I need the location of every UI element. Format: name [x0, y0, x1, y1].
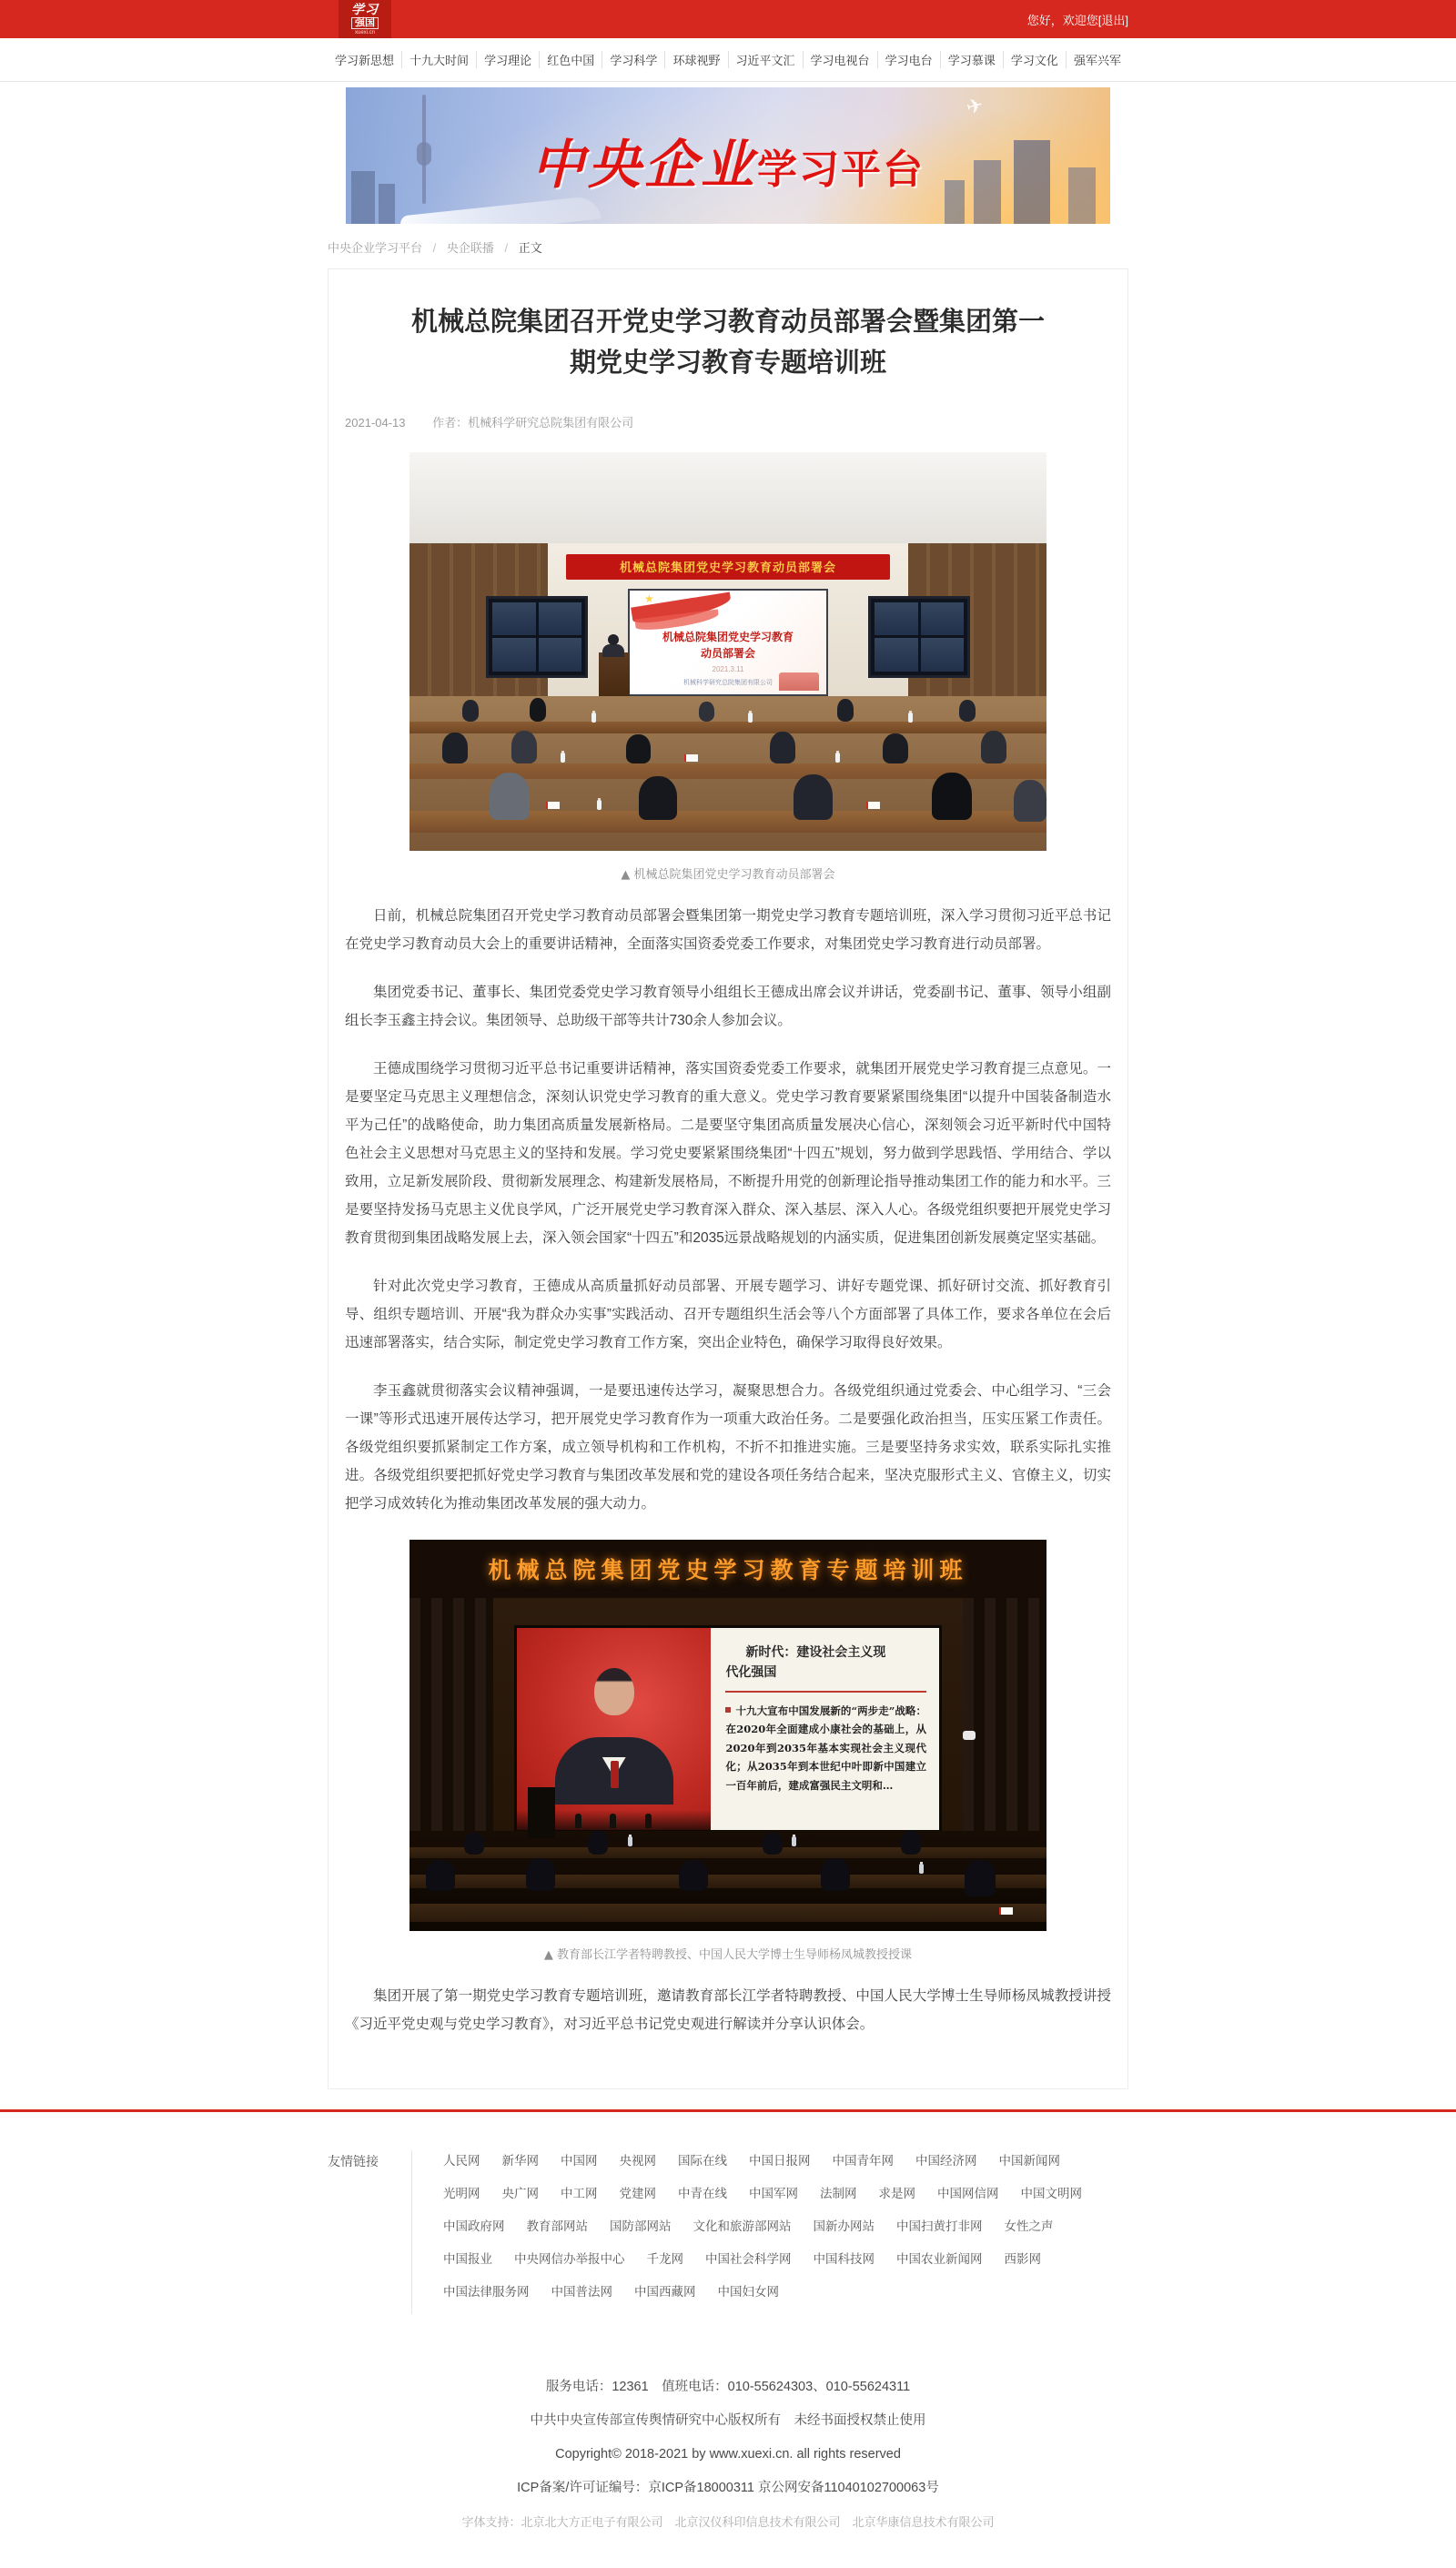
photo2-projection-screen [514, 1625, 942, 1833]
photo-mic-graphic [645, 1814, 652, 1828]
nav-link[interactable]: 红色中国 [540, 51, 602, 68]
nav-link[interactable]: 学习电台 [878, 51, 941, 68]
nav-link[interactable]: 学习理论 [477, 51, 540, 68]
friend-link[interactable]: 中国经济网 [915, 2153, 977, 2168]
breadcrumb-current: 正文 [518, 241, 542, 255]
photo-person-silhouette [965, 1860, 996, 1896]
friend-link[interactable]: 中国普法网 [551, 2284, 612, 2299]
friend-link[interactable]: 中工网 [561, 2186, 598, 2200]
photo-speaker-graphic [611, 1761, 619, 1788]
water-bottle-graphic [597, 800, 602, 810]
logo-block-text: 强国 [351, 17, 379, 29]
photo2-led-banner-text: 机械总院集团党史学习教育专题培训班 [410, 1540, 1046, 1598]
photo-person-silhouette [883, 733, 908, 763]
photo-person-silhouette [763, 1833, 783, 1855]
platform-banner [346, 87, 1110, 224]
friend-link[interactable]: 国防部网站 [610, 2219, 672, 2233]
friend-links-section [328, 2150, 1128, 2314]
photo-mic-graphic [610, 1814, 616, 1828]
water-bottle-graphic [561, 753, 565, 763]
photo-podium-graphic [599, 652, 630, 702]
friend-links-row [443, 2216, 1128, 2235]
water-bottle-graphic [908, 713, 913, 723]
nav-link[interactable]: 学习新思想 [328, 51, 402, 68]
photo-person-silhouette [511, 731, 537, 763]
star-icon: ★ [644, 591, 654, 605]
friend-link[interactable]: 党建网 [619, 2186, 656, 2200]
friend-link[interactable]: 央广网 [501, 2186, 539, 2200]
photo-camera-graphic [963, 1731, 976, 1740]
photo1-slide-line1: 机械总院集团党史学习教育 [662, 630, 794, 643]
photo1-slide-date: 2021.3.11 [712, 664, 744, 673]
nav-link[interactable]: 环球视野 [665, 51, 728, 68]
photo-person-silhouette [901, 1831, 921, 1855]
photo-person-silhouette [794, 774, 833, 820]
friend-link[interactable]: 新华网 [501, 2153, 539, 2168]
site-footer [0, 2371, 1456, 2568]
friend-link[interactable]: 国际在线 [678, 2153, 727, 2168]
photo1-slide-line2: 动员部署会 [700, 646, 755, 660]
friend-links-row [443, 2150, 1128, 2169]
article-meta [345, 413, 1111, 430]
article-paragraph: 王德成围绕学习贯彻习近平总书记重要讲话精神，落实国资委党委工作要求，就集团开展党史学习教育提三点意见。一是要坚定马克思主义理想信念，深刻认识党史学习教育的重大意义。党史学习教育要紧紧围绕集团“以提升中国装备制造水平为己任”的战略使命，助力集团高质量发展新格局。二是要坚守集团高质量发展决心信心，深刻领会习近平新时代中国特色社会主义思想对马克思主义的坚持和发展。学习党史要紧紧围绕集团“十四五”规划，努力做到学思践悟、学用结合、学以致用，立足新发展阶段、贯彻新发展理念、构建新发展格局，不断提升用党的创新理论指导推动集团工作的能力和水平。三是要坚持发扬马克思主义优良学风，广泛开展党史学习教育深入群众、深入基层、深入人心。各级党组织要把开展党史学习教育贯彻到集团战略发展上去，深入领会国家“十四五”和2035远景战略规划的内涵实质，促进集团创新发展奠定坚实基础。 [345, 1060, 1111, 1246]
article-paragraph: 集团党委书记、董事长、集团党委党史学习教育领导小组组长王德成出席会议并讲话，党委副书记、董事、领导小组副组长李玉鑫主持会议。集团领导、总助级干部等共计730余人参加会议。 [345, 984, 1111, 1028]
water-bottle-graphic [628, 1836, 632, 1846]
nav-link[interactable]: 学习科学 [602, 51, 665, 68]
photo-person-silhouette [530, 698, 546, 722]
banner-title [346, 122, 1110, 198]
photo-person-silhouette [490, 773, 530, 820]
photo1-projection-screen [628, 589, 828, 696]
photo-person-silhouette [837, 699, 854, 722]
article-author: 作者：机械科学研究总院集团有限公司 [432, 415, 634, 430]
photo-person-silhouette [442, 733, 468, 763]
footer-line: ICP备案/许可证编号：京ICP备18000311 京公网安备11040102700063号 [517, 2480, 939, 2495]
article-paragraph: 针对此次党史学习教育，王德成从高质量抓好动员部署、开展专题学习、讲好专题党课、抓好研讨交流、抓好教育引导、组织专题培训、开展“我为群众办实事”实践活动、召开专题组织生活会等八个方面部署了具体工作，要求各单位在会后迅速部署落实，结合实际，制定党史学习教育工作方案，突出企业特色，确保学习取得良好效果。 [345, 1278, 1111, 1350]
friend-link[interactable]: 文化和旅游部网站 [693, 2219, 792, 2233]
photo-person-silhouette [1014, 780, 1046, 822]
photo-ceiling-graphic [410, 452, 1046, 554]
photo-speaker-graphic [608, 634, 619, 645]
photo-speaker-graphic [594, 1668, 634, 1715]
photo-person-silhouette [699, 702, 714, 722]
friend-link[interactable]: 中国农业新闻网 [896, 2251, 983, 2266]
photo2-slide-title-line2: 代化强国 [725, 1665, 777, 1681]
article-paragraph: 日前，机械总院集团召开党史学习教育动员部署会暨集团第一期党史学习教育专题培训班，深入学习贯彻习近平总书记在党史学习教育动员大会上的重要讲话精神，全面落实国资委党委工作要求，对集团党史学习教育进行动员部署。 [345, 907, 1111, 952]
friend-links-row [443, 2249, 1128, 2268]
friend-link[interactable]: 求是网 [878, 2186, 915, 2200]
photo2-slide-body [725, 1702, 926, 1795]
banner-train-graphic [399, 196, 602, 224]
friend-link[interactable]: 中青在线 [678, 2186, 727, 2200]
photo-lectern-graphic [528, 1787, 555, 1838]
photo2-slide-title [725, 1643, 926, 1683]
nav-link[interactable]: 学习文化 [1004, 51, 1067, 68]
photo-desk-row [410, 1875, 1046, 1888]
main-nav [0, 38, 1456, 82]
font-support-line: 字体支持：北京北大方正电子有限公司 北京汉仪科印信息技术有限公司 北京华康信息技术有限公司 [461, 2514, 995, 2529]
plane-icon: ✈ [963, 93, 986, 119]
article-date: 2021-04-13 [345, 415, 406, 430]
friend-links-row [443, 2281, 1128, 2300]
photo-person-silhouette [770, 732, 795, 763]
friend-link[interactable]: 央视网 [619, 2153, 656, 2168]
friend-link[interactable]: 西影网 [1004, 2251, 1041, 2266]
friend-link[interactable]: 中国网信网 [937, 2186, 999, 2200]
photo-videoconference-screen [868, 596, 970, 678]
photo-speaker-graphic [602, 644, 624, 657]
friend-link[interactable]: 中国青年网 [832, 2153, 894, 2168]
photo-person-silhouette [626, 734, 651, 763]
breadcrumb [328, 238, 1128, 256]
photo1-slide-title [630, 629, 826, 662]
article-title: 机械总院集团召开党史学习教育动员部署会暨集团第一期党史学习教育专题培训班 [410, 308, 1045, 378]
friend-link[interactable]: 中国扫黄打非网 [896, 2219, 983, 2233]
friend-link[interactable]: 中国社会科学网 [705, 2251, 792, 2266]
article-paragraph: 李玉鑫就贯彻落实会议精神强调，一是要迅速传达学习，凝聚思想合力。各级党组织通过党委会、中心组学习、“三会一课”等形式迅速开展传达学习，把开展党史学习教育作为一项重大政治任务。二是要强化政治担当，压实压紧工作责任。各级党组织要抓紧制定工作方案，成立领导机构和工作机构，不折不扣推进实施。三是要坚持务求实效，联系实际扎实推进。各级党组织要把抓好党史学习教育与集团改革发展和党的建设各项任务结合起来，坚决克服形式主义、官僚主义，切实把学习成效转化为推动集团改革发展的强大动力。 [345, 1382, 1111, 1511]
friend-link[interactable]: 中国网 [561, 2153, 598, 2168]
greeting-text: 您好，欢迎您 [1026, 13, 1098, 27]
name-card-graphic [866, 802, 880, 809]
tiananmen-graphic [779, 672, 819, 691]
logo-domain-text: xuexi.cn [354, 29, 375, 35]
photo2-caption: ▲ 教育部长江学者特聘教授、中国人民大学博士生导师杨凤城教授授课 [543, 1947, 913, 1962]
figure-mobilization-meeting [410, 452, 1046, 882]
photo-person-silhouette [932, 773, 972, 820]
friend-link[interactable]: 中国妇女网 [717, 2284, 779, 2299]
photo2-slide-body-text: 十九大宣布中国发展新的“两步走”战略：在2020年全面建成小康社会的基础上，从2020年到2035年基本实现社会主义现代化；从2035年到本世纪中叶即新中国建立一百年前后，建成富强民主文明和… [725, 1704, 926, 1792]
photo-mic-graphic [575, 1814, 581, 1828]
photo-curtain-graphic [410, 1598, 493, 1835]
photo-person-silhouette [526, 1858, 555, 1891]
friend-link[interactable]: 中央网信办举报中心 [514, 2251, 625, 2266]
photo-desk-row [410, 722, 1046, 733]
friend-links-row [443, 2183, 1128, 2202]
nav-link[interactable]: 十九大时间 [402, 51, 477, 68]
footer-line: Copyright© 2018-2021 by www.xuexi.cn. all rights reserved [555, 2446, 901, 2462]
photo-person-silhouette [679, 1860, 708, 1891]
nav-link[interactable]: 习近平文汇 [729, 51, 804, 68]
nav-link[interactable]: 强军兴军 [1073, 54, 1121, 67]
breadcrumb-separator: / [504, 241, 509, 255]
photo-person-silhouette [959, 700, 976, 722]
banner-title-script: 中央企业 [531, 134, 757, 196]
friend-link[interactable]: 中国日报网 [749, 2153, 811, 2168]
water-bottle-graphic [748, 713, 753, 723]
photo1-stage-banner-text: 机械总院集团党史学习教育动员部署会 [566, 554, 890, 580]
breadcrumb-separator: / [432, 241, 437, 255]
name-card-graphic [546, 802, 560, 809]
water-bottle-graphic [792, 1836, 796, 1846]
water-bottle-graphic [919, 1864, 924, 1874]
friend-link[interactable]: 法制网 [820, 2186, 857, 2200]
name-card-graphic [684, 754, 698, 762]
friend-link[interactable]: 千龙网 [646, 2251, 683, 2266]
photo-person-silhouette [981, 731, 1006, 763]
figure-training-class [410, 1540, 1046, 1962]
friend-link[interactable]: 中国法律服务网 [443, 2284, 530, 2299]
friend-link[interactable]: 中国军网 [749, 2186, 798, 2200]
photo-training-room [410, 1540, 1046, 1931]
friend-link[interactable]: 光明网 [443, 2186, 480, 2200]
photo-person-silhouette [462, 700, 479, 722]
breadcrumb-platform[interactable]: 中央企业学习平台 [328, 241, 423, 255]
water-bottle-graphic [835, 753, 840, 763]
slide-rule-graphic [725, 1691, 926, 1693]
photo-person-silhouette [821, 1858, 850, 1891]
article-paragraph: 集团开展了第一期党史学习教育专题培训班，邀请教育部长江学者特聘教授、中国人民大学博士生导师杨凤城教授讲授《习近平党史观与党史学习教育》，对习近平总书记党史观进行解读并分享认识体会。 [345, 1987, 1111, 2032]
photo-person-silhouette [464, 1833, 484, 1855]
photo-desk-row [410, 1904, 1046, 1922]
nav-link[interactable]: 学习慕课 [941, 51, 1004, 68]
friend-link[interactable]: 国新办网站 [813, 2219, 875, 2233]
photo2-slide-title-line1: 新时代：建设社会主义现 [745, 1644, 886, 1660]
photo-person-silhouette [426, 1860, 455, 1891]
friend-link[interactable]: 中国新闻网 [998, 2153, 1060, 2168]
friend-link[interactable]: 中国西藏网 [634, 2284, 696, 2299]
friend-link[interactable]: 人民网 [443, 2153, 480, 2168]
top-bar [0, 0, 1456, 38]
footer-lines [0, 2371, 1456, 2505]
friend-link[interactable]: 女性之声 [1004, 2219, 1054, 2233]
friend-link[interactable]: 中国文明网 [1020, 2186, 1082, 2200]
photo-person-silhouette [639, 776, 677, 820]
photo-desk-row [410, 1847, 1046, 1858]
name-card-graphic [999, 1907, 1013, 1915]
xuexi-logo[interactable] [339, 0, 391, 38]
footer-line: 中共中央宣传部宣传舆情研究中心版权所有 未经书面授权禁止使用 [530, 2412, 926, 2428]
article-card [328, 268, 1128, 2089]
nav-link[interactable]: 学习电视台 [804, 51, 878, 68]
friend-link[interactable]: 中国政府网 [443, 2219, 505, 2233]
photo-person-silhouette [588, 1831, 608, 1855]
photo-conference-room [410, 452, 1046, 851]
logo-script-text: 学习 [351, 2, 379, 17]
friend-links-label: 友情链接 [328, 2153, 379, 2169]
welcome-text [1027, 11, 1128, 28]
red-divider [0, 2109, 1456, 2112]
footer-line: 服务电话：12361 值班电话：010-55624303、010-55624311 [545, 2379, 911, 2394]
slide-bullet-graphic [725, 1707, 731, 1713]
friend-links-grid [411, 2150, 1128, 2314]
friend-link[interactable]: 中国科技网 [813, 2251, 875, 2266]
friend-link[interactable]: 教育部网站 [526, 2219, 588, 2233]
photo1-slide-org: 机械科学研究总院集团有限公司 [683, 679, 773, 686]
breadcrumb-channel[interactable]: 央企联播 [446, 241, 494, 255]
photo1-caption: ▲ 机械总院集团党史学习教育动员部署会 [621, 867, 835, 882]
photo-videoconference-screen [486, 596, 588, 678]
friend-link[interactable]: 中国报业 [443, 2251, 492, 2266]
water-bottle-graphic [592, 713, 596, 723]
logout-link[interactable]: [退出] [1097, 13, 1128, 27]
banner-title-block: 学习平台 [757, 147, 925, 192]
photo-curtain-graphic [963, 1598, 1046, 1835]
photo2-slide [711, 1628, 939, 1830]
